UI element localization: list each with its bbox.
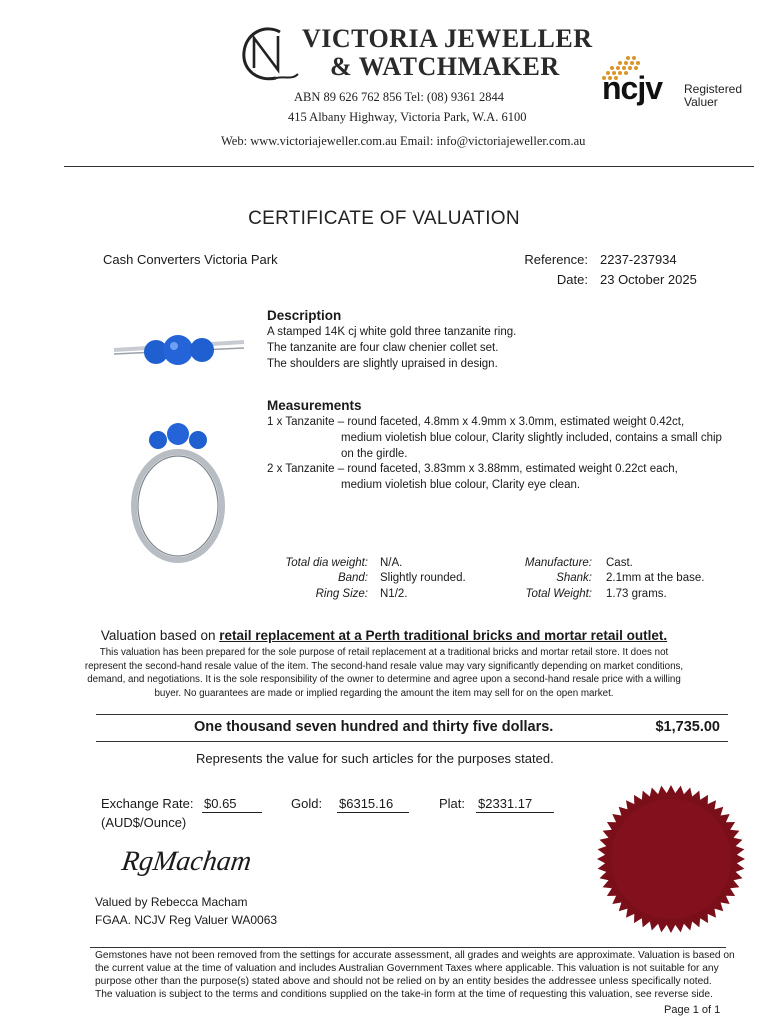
plat-value: $2331.17 <box>476 796 554 813</box>
amount-figure: $1,735.00 <box>655 719 720 735</box>
measurement-line: on the girdle. <box>341 448 408 460</box>
spec-value: Cast. <box>606 557 633 569</box>
page-title: CERTIFICATE OF VALUATION <box>248 208 520 229</box>
brand-name-line1: VICTORIA JEWELLER <box>302 24 593 53</box>
gold-value: $6315.16 <box>337 796 409 813</box>
represents-statement: Represents the value for such articles for the purposes stated. <box>196 751 554 766</box>
footer-line: the current value at the time of valuation and includes Australian Government Taxes where applicable. This valuation is not suitable for any <box>95 963 719 974</box>
disclaimer-line: represent the second-hand resale value of the item. The second-hand resale value may vary significantly depending on market conditions, <box>84 660 684 672</box>
web-email: Web: www.victoriajeweller.com.au Email: info@victoriajeweller.com.au <box>221 134 586 148</box>
abn-phone: ABN 89 626 762 856 Tel: (08) 9361 2844 <box>294 90 504 104</box>
disclaimer-line: This valuation has been prepared for the sole purpose of retail replacement at a traditional bricks and mortar retail store. It does not <box>99 647 669 658</box>
valuation-basis-prefix: Valuation based on <box>100 628 220 643</box>
spec-value: N/A. <box>380 557 403 569</box>
ring-side-photo <box>110 320 248 376</box>
measurement-line: 1 x Tanzanite – round faceted, 4.8mm x 4.9mm x 3.0mm, estimated weight 0.42ct, <box>267 416 685 428</box>
spec-label: Ring Size: <box>315 588 368 600</box>
address: 415 Albany Highway, Victoria Park, W.A. 6100 <box>288 110 527 124</box>
description-line: A stamped 14K cj white gold three tanzanite ring. <box>267 326 517 338</box>
brand-name-line2: & WATCHMAKER <box>330 52 560 81</box>
valuation-disclaimer <box>0 646 768 700</box>
footer-line: The valuation is subject to the terms and conditions supplied on the take-in form at the time of requesting this valuation, see reverse side. <box>95 989 713 1000</box>
gold-label: Gold: <box>291 796 323 811</box>
ncjv-wordmark: ncjv <box>602 70 663 106</box>
spec-label: Total dia weight: <box>285 557 368 569</box>
measurement-line: 2 x Tanzanite – round faceted, 3.83mm x 3.88mm, estimated weight 0.22ct each, <box>267 463 678 475</box>
measurement-line: medium violetish blue colour, Clarity slightly included, contains a small chip <box>341 432 722 444</box>
amount-in-words: One thousand seven hundred and thirty five dollars. <box>194 719 554 735</box>
spec-value: N1/2. <box>380 588 408 600</box>
page-number: Page 1 of 1 <box>664 1004 721 1016</box>
spec-label: Shank: <box>556 572 592 584</box>
footer-divider <box>90 947 726 948</box>
ncjv-registered: Registered <box>684 82 743 96</box>
spec-value: 2.1mm at the base. <box>606 572 705 584</box>
amount-rule-bottom <box>96 741 728 742</box>
spec-label: Manufacture: <box>524 557 592 569</box>
rate-unit: (AUD$/Ounce) <box>101 815 187 830</box>
spec-value: Slightly rounded. <box>380 572 466 584</box>
valuer-credentials: FGAA. NCJV Reg Valuer WA0063 <box>95 913 278 927</box>
disclaimer-line: demand, and negotiations. It is the sole responsibility of the owner to determine and agree upon a second-hand resale price with a willing <box>87 674 681 686</box>
spec-label: Total Weight: <box>525 588 592 600</box>
ncjv-badge <box>596 52 756 110</box>
spec-value: 1.73 grams. <box>606 588 667 600</box>
signature: RgMacham <box>119 846 254 877</box>
plat-label: Plat: <box>439 796 466 811</box>
date-label: Date: <box>556 272 588 287</box>
valued-by: Valued by Rebecca Macham <box>95 895 248 909</box>
amount-rule-top <box>96 714 728 715</box>
footer-line: purpose other than the purpose(s) stated above and should not be relied on by an entity besides the addressee unless specifically noted. <box>95 976 712 987</box>
measurements-heading: Measurements <box>267 398 362 413</box>
footer-line: Gemstones have not been removed from the settings for accurate assessment, all grades and weights are approximate. Valuation is based on <box>95 950 735 961</box>
wax-seal <box>596 784 746 934</box>
spec-label: Band: <box>337 572 368 584</box>
header-divider <box>64 166 754 167</box>
exchange-rate-label: Exchange Rate: <box>101 796 194 811</box>
valuation-basis-emphasis: retail replacement at a Perth traditional bricks and mortar retail outlet. <box>219 628 668 643</box>
disclaimer-line: buyer. No guarantees are made or implied regarding the amount the item may sell for on the open market. <box>154 687 614 699</box>
ring-front-photo <box>120 418 236 568</box>
description-line: The tanzanite are four claw chenier collet set. <box>267 342 499 354</box>
client-name: Cash Converters Victoria Park <box>103 252 278 267</box>
reference-value: 2237-237934 <box>600 252 677 267</box>
description-line: The shoulders are slightly upraised in design. <box>267 358 498 370</box>
monogram-logo <box>236 22 302 86</box>
date-value: 23 October 2025 <box>600 272 697 287</box>
reference-label: Reference: <box>524 252 588 267</box>
ncjv-valuer: Valuer <box>684 95 718 109</box>
valuation-basis <box>0 628 768 643</box>
exchange-rate-value: $0.65 <box>202 796 262 813</box>
description-heading: Description <box>267 308 342 323</box>
measurement-line: medium violetish blue colour, Clarity eye clean. <box>341 479 581 491</box>
